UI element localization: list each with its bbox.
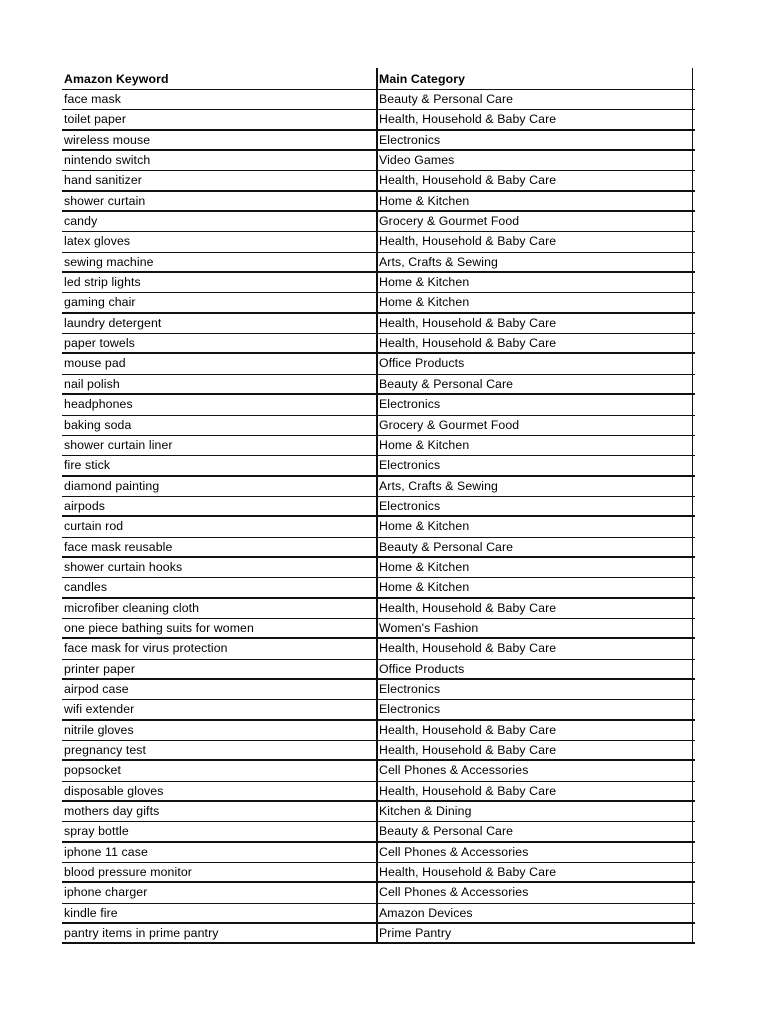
category-cell: Beauty & Personal Care <box>378 538 693 556</box>
category-cell: Kitchen & Dining <box>378 802 693 821</box>
table-row <box>62 538 695 558</box>
category-cell: Electronics <box>378 131 693 149</box>
category-cell: Health, Household & Baby Care <box>378 599 693 618</box>
category-cell: Grocery & Gourmet Food <box>378 416 693 435</box>
category-cell: Prime Pantry <box>378 924 693 942</box>
category-cell: Home & Kitchen <box>378 517 693 536</box>
table-row <box>62 293 695 313</box>
category-cell: Beauty & Personal Care <box>378 375 693 393</box>
keyword-cell: toilet paper <box>62 110 378 128</box>
table-row <box>62 782 695 802</box>
category-cell: Video Games <box>378 151 693 170</box>
category-cell: Amazon Devices <box>378 904 693 922</box>
category-cell: Arts, Crafts & Sewing <box>378 253 693 271</box>
table-row <box>62 660 695 680</box>
keyword-cell: microfiber cleaning cloth <box>62 599 378 618</box>
keyword-cell: candles <box>62 578 378 596</box>
category-cell: Health, Household & Baby Care <box>378 110 693 128</box>
keyword-cell: face mask for virus protection <box>62 639 378 658</box>
category-cell: Home & Kitchen <box>378 558 693 577</box>
keyword-cell: paper towels <box>62 334 378 352</box>
table-row <box>62 517 695 537</box>
keyword-cell: wifi extender <box>62 700 378 718</box>
header-main-category: Main Category <box>378 68 693 89</box>
table-row <box>62 375 695 395</box>
table-row <box>62 822 695 842</box>
table-row <box>62 599 695 619</box>
keyword-cell: shower curtain <box>62 192 378 210</box>
keyword-cell: candy <box>62 212 378 231</box>
table-row <box>62 558 695 578</box>
keyword-cell: shower curtain hooks <box>62 558 378 577</box>
category-cell: Home & Kitchen <box>378 192 693 210</box>
category-cell: Electronics <box>378 456 693 474</box>
keyword-cell: curtain rod <box>62 517 378 536</box>
table-row <box>62 843 695 863</box>
category-cell: Home & Kitchen <box>378 273 693 292</box>
category-cell: Cell Phones & Accessories <box>378 883 693 902</box>
keyword-cell: mouse pad <box>62 354 378 373</box>
table-row <box>62 395 695 415</box>
table-row <box>62 904 695 924</box>
category-cell: Health, Household & Baby Care <box>378 721 693 740</box>
keyword-cell: pantry items in prime pantry <box>62 924 378 942</box>
category-cell: Arts, Crafts & Sewing <box>378 477 693 496</box>
table-row <box>62 924 695 944</box>
keyword-cell: nitrile gloves <box>62 721 378 740</box>
keyword-cell: printer paper <box>62 660 378 678</box>
table-row <box>62 90 695 110</box>
category-cell: Women's Fashion <box>378 619 693 637</box>
category-cell: Beauty & Personal Care <box>378 822 693 840</box>
category-cell: Home & Kitchen <box>378 293 693 311</box>
keyword-cell: gaming chair <box>62 293 378 311</box>
keyword-cell: face mask reusable <box>62 538 378 556</box>
table-row <box>62 639 695 659</box>
keyword-cell: latex gloves <box>62 232 378 251</box>
table-row <box>62 314 695 334</box>
table-row <box>62 883 695 903</box>
table-row <box>62 680 695 700</box>
keyword-cell: one piece bathing suits for women <box>62 619 378 637</box>
table-row <box>62 578 695 598</box>
table-row <box>62 721 695 741</box>
keyword-cell: sewing machine <box>62 253 378 271</box>
keyword-cell: spray bottle <box>62 822 378 840</box>
table-row <box>62 192 695 212</box>
category-cell: Office Products <box>378 660 693 678</box>
table-row <box>62 273 695 293</box>
table-row <box>62 416 695 436</box>
table-row <box>62 497 695 517</box>
table-row <box>62 151 695 171</box>
keyword-cell: baking soda <box>62 416 378 435</box>
keyword-cell: kindle fire <box>62 904 378 922</box>
keyword-cell: airpod case <box>62 680 378 699</box>
keyword-cell: laundry detergent <box>62 314 378 333</box>
table-row <box>62 212 695 232</box>
keyword-cell: headphones <box>62 395 378 414</box>
category-cell: Health, Household & Baby Care <box>378 314 693 333</box>
table-row <box>62 334 695 354</box>
table-row <box>62 232 695 252</box>
table-row <box>62 253 695 273</box>
category-cell: Electronics <box>378 700 693 718</box>
keyword-cell: fire stick <box>62 456 378 474</box>
keyword-cell: iphone charger <box>62 883 378 902</box>
category-cell: Beauty & Personal Care <box>378 90 693 109</box>
table-row <box>62 354 695 374</box>
keyword-cell: nail polish <box>62 375 378 393</box>
table-row <box>62 761 695 781</box>
keyword-cell: airpods <box>62 497 378 515</box>
keyword-category-table <box>62 68 695 944</box>
category-cell: Home & Kitchen <box>378 436 693 455</box>
category-cell: Electronics <box>378 497 693 515</box>
table-row <box>62 802 695 822</box>
keyword-cell: wireless mouse <box>62 131 378 149</box>
keyword-cell: led strip lights <box>62 273 378 292</box>
category-cell: Electronics <box>378 395 693 414</box>
category-cell: Health, Household & Baby Care <box>378 782 693 800</box>
table-body <box>62 90 695 944</box>
keyword-cell: pregnancy test <box>62 741 378 759</box>
category-cell: Health, Household & Baby Care <box>378 232 693 251</box>
table-row <box>62 171 695 191</box>
table-header-row <box>62 68 695 90</box>
category-cell: Grocery & Gourmet Food <box>378 212 693 231</box>
keyword-cell: shower curtain liner <box>62 436 378 455</box>
keyword-cell: diamond painting <box>62 477 378 496</box>
table-row <box>62 700 695 720</box>
keyword-cell: blood pressure monitor <box>62 863 378 881</box>
table-row <box>62 131 695 151</box>
keyword-cell: disposable gloves <box>62 782 378 800</box>
keyword-cell: mothers day gifts <box>62 802 378 821</box>
category-cell: Office Products <box>378 354 693 373</box>
category-cell: Health, Household & Baby Care <box>378 639 693 658</box>
keyword-cell: iphone 11 case <box>62 843 378 862</box>
category-cell: Health, Household & Baby Care <box>378 171 693 189</box>
category-cell: Health, Household & Baby Care <box>378 863 693 881</box>
table-row <box>62 619 695 639</box>
category-cell: Health, Household & Baby Care <box>378 741 693 759</box>
category-cell: Cell Phones & Accessories <box>378 761 693 780</box>
table-row <box>62 477 695 497</box>
keyword-cell: popsocket <box>62 761 378 780</box>
keyword-cell: face mask <box>62 90 378 109</box>
category-cell: Health, Household & Baby Care <box>378 334 693 352</box>
table-row <box>62 436 695 456</box>
table-row <box>62 741 695 761</box>
category-cell: Electronics <box>378 680 693 699</box>
category-cell: Home & Kitchen <box>378 578 693 596</box>
header-amazon-keyword: Amazon Keyword <box>62 68 378 89</box>
category-cell: Cell Phones & Accessories <box>378 843 693 862</box>
table-row <box>62 110 695 130</box>
keyword-cell: hand sanitizer <box>62 171 378 189</box>
table-row <box>62 456 695 476</box>
keyword-cell: nintendo switch <box>62 151 378 170</box>
table-row <box>62 863 695 883</box>
